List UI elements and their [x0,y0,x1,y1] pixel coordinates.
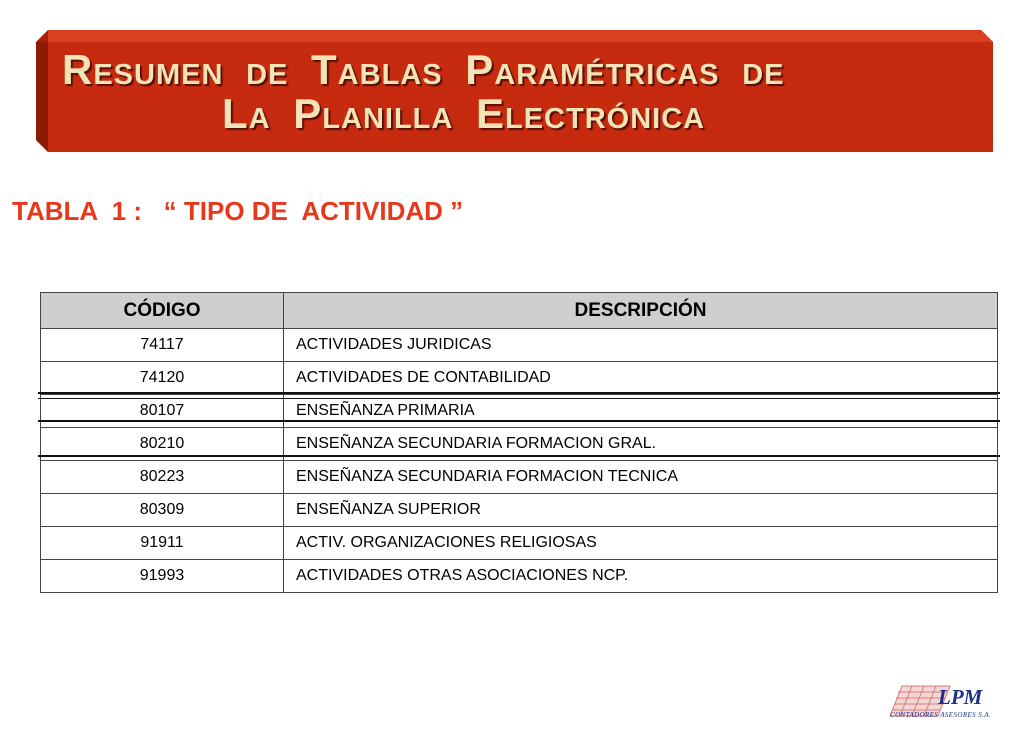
table-row [41,494,998,527]
row-code: 91993 [41,560,284,593]
row-code: 74120 [41,362,284,395]
highlight-line [38,392,1000,394]
page-title-line2: La Planilla Electrónica [222,90,706,137]
table-row [41,461,998,494]
row-description: ENSEÑANZA PRIMARIA [284,395,998,428]
column-header-description: DESCRIPCIÓN [284,293,998,329]
logo-wordmark: LPM [938,685,983,709]
row-code: 80223 [41,461,284,494]
table-subtitle: TABLA 1 : “ TIPO DE ACTIVIDAD ” [12,196,464,226]
table-header-row [41,293,998,329]
table-row [41,560,998,593]
table-row [41,395,998,428]
logo-subtext: CONTADORES ASESORES S.A. [890,711,992,719]
page-title [36,48,976,136]
page-title-line1: Resumen de Tablas Paramétricas de [62,46,785,93]
row-description: ACTIVIDADES DE CONTABILIDAD [284,362,998,395]
highlight-line [38,455,1000,457]
row-code: 80309 [41,494,284,527]
highlight-line [38,420,1000,422]
table-row [41,362,998,395]
row-description: ENSEÑANZA SECUNDARIA FORMACION GRAL. [284,428,998,461]
table-row [41,329,998,362]
table-row [41,527,998,560]
row-code: 91911 [41,527,284,560]
activity-type-table [40,292,998,593]
highlight-line [38,398,1000,399]
row-description: ACTIVIDADES JURIDICAS [284,329,998,362]
row-description: ENSEÑANZA SECUNDARIA FORMACION TECNICA [284,461,998,494]
column-header-code: CÓDIGO [41,293,284,329]
row-description: ACTIVIDADES OTRAS ASOCIACIONES NCP. [284,560,998,593]
row-description: ACTIV. ORGANIZACIONES RELIGIOSAS [284,527,998,560]
row-code: 80210 [41,428,284,461]
row-description: ENSEÑANZA SUPERIOR [284,494,998,527]
row-code: 80107 [41,395,284,428]
row-code: 74117 [41,329,284,362]
